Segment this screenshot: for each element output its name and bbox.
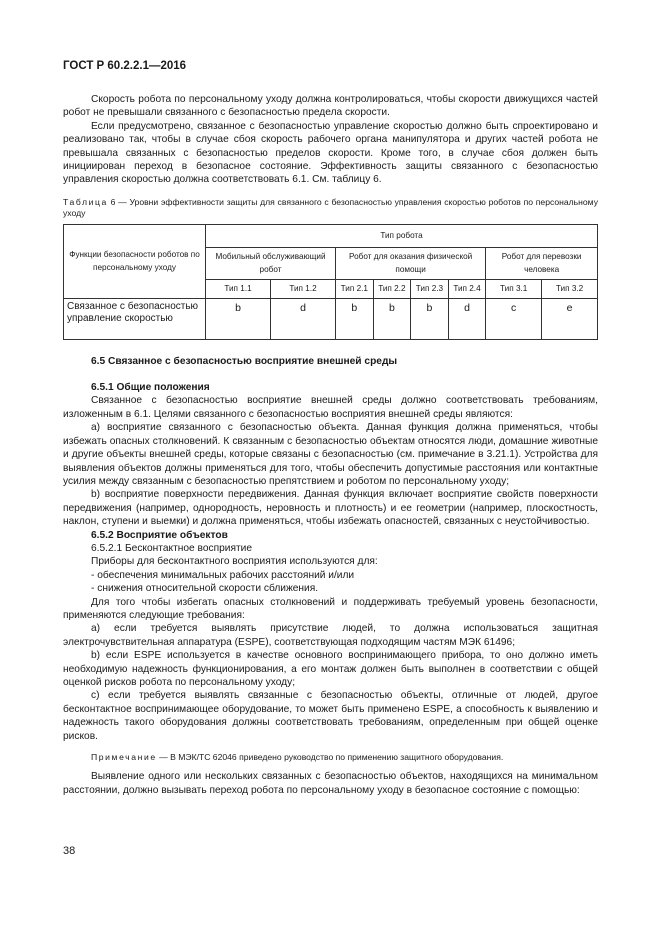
table-cell-value: b — [336, 298, 374, 339]
table-type-header: Тип 2.4 — [448, 279, 486, 298]
measures-intro: Для того чтобы избегать опасных столкновений и поддерживать требуемый уровень безопасности, применяются следующие требования: — [63, 596, 598, 621]
table-caption — [63, 197, 598, 220]
bullet-item: - снижения относительной скорости сближения. — [91, 583, 319, 595]
table-cell-value: c — [486, 298, 542, 339]
table-cell-value: b — [373, 298, 411, 339]
table-cell-value: d — [448, 298, 486, 339]
note — [63, 751, 598, 764]
table-cell-value: b — [411, 298, 449, 339]
table-6 — [63, 224, 598, 340]
table-caption-text: 6 — Уровни эффективности защиты для связанного с безопасностью управления скоростью роботов по персональному уходу — [63, 196, 598, 219]
requirement-a: а) если требуется выявлять присутствие людей, то должна использоваться защитная электрочувствительная аппаратура (ESPE), соответствующая подходящим частям МЭК 61496; — [63, 623, 598, 648]
table-caption-label: Таблица — [63, 196, 108, 207]
document-header: ГОСТ Р 60.2.2.1—2016 — [63, 60, 187, 72]
table-type-header: Тип 3.2 — [542, 279, 598, 298]
intro-paragraph-2: Если предусмотрено, связанное с безопасностью управление скоростью должно быть спроектировано и реализовано так, чтобы в случае сбоя скорость рабочего органа манипулятора и других частей робота не превышала связанных с безопасностью пределов скорости. Кроме того, в случае сбоя должен быть инициирован переход в безопасное состояние. Эффективность защиты связанного с безопасностью управления скоростью должна соответствовать 6.1. См. таблицу 6. — [63, 120, 598, 186]
table-type-header: Тип 2.1 — [336, 279, 374, 298]
table-type-header: Тип 2.2 — [373, 279, 411, 298]
note-label: Примечание — [91, 752, 157, 763]
table-type-header: Тип 3.1 — [486, 279, 542, 298]
section-6-5-2-1-title: 6.5.2.1 Бесконтактное восприятие — [91, 542, 253, 554]
requirement-b: b) если ESPE используется в качестве основного воспринимающего прибора, то оно должно иметь необходимую надежность функционирования, а его монтаж должен быть выполнен в соответствии с общей оценкой рисков робота по персональному уходу; — [63, 650, 598, 688]
table-group-transport: Робот для перевозки человека — [486, 247, 598, 279]
final-paragraph: Выявление одного или нескольких связанных с безопасностью объектов, находящихся на минимальном расстоянии, должно вызывать переход робота по персональному уходу в безопасное состояние с помощью: — [63, 771, 598, 796]
bullet-item: - обеспечения минимальных рабочих расстояний и/или — [91, 569, 355, 581]
table-header-robot-type: Тип робота — [206, 224, 598, 247]
page-number: 38 — [63, 845, 76, 857]
note-text: — В МЭК/ТС 62046 приведено руководство по применению защитного оборудования. — [156, 752, 504, 763]
table-group-physical-assist: Робот для оказания физической помощи — [336, 247, 486, 279]
requirement-c: с) если требуется выявлять связанные с безопасностью объекты, отличные от людей, другое бесконтактное воспринимающее оборудование, то может быть применено ESPE, а способность к выявлению и надежность такого оборудования должны соответствовать требованиям, определенным при общей оценке рисков. — [63, 690, 598, 742]
table-group-mobile: Мобильный обслуживающий робот — [206, 247, 336, 279]
devices-intro: Приборы для бесконтактного восприятия используются для: — [91, 556, 378, 568]
table-type-header: Тип 1.1 — [206, 279, 271, 298]
table-header-function: Функции безопасности роботов по персональному уходу — [64, 224, 206, 298]
section-6-5-1-paragraph: Связанное с безопасностью восприятие внешней среды должно соответствовать требованиям, изложенным в 6.1. Целями связанного с безопасностью восприятия внешней среды являются: — [63, 395, 598, 420]
section-6-5-1-title: 6.5.1 Общие положения — [91, 382, 210, 394]
table-type-header: Тип 1.2 — [271, 279, 336, 298]
table-cell-value: b — [206, 298, 271, 339]
item-b-surface-perception: b) восприятие поверхности передвижения. Данная функция включает восприятие свойств поверхности передвижения (например, однородность, неровность и плотность) и ее геометрии (например, плоскостность, наклон, ступени и выемки) и должна применяться, чтобы избежать опасностей, связанных с неустойчивостью. — [63, 489, 598, 528]
intro-paragraph-1: Скорость робота по персональному уходу должна контролироваться, чтобы скорости движущихся частей робот не превышали связанного с безопасностью предела скорости. — [63, 94, 598, 119]
table-cell-value: e — [542, 298, 598, 339]
table-row-function: Связанное с безопасностью управление скоростью — [64, 298, 206, 339]
section-6-5-title: 6.5 Связанное с безопасностью восприятие внешней среды — [91, 355, 398, 367]
table-cell-value: d — [271, 298, 336, 339]
table-type-header: Тип 2.3 — [411, 279, 449, 298]
section-6-5-2-title: 6.5.2 Восприятие объектов — [91, 529, 228, 541]
item-a-object-perception: а) восприятие связанного с безопасностью объекта. Данная функция должна применяться, чтобы избежать опасных столкновений. К связанным с безопасностью объектам относятся люди, домашние животные и другие объекты внешней среды, которые связаны с безопасностью (см. примечание в 3.21.1). Устройства для выявления объектов должны применяться для того, чтобы обеспечить допустимые расстояния или контактные усилия между связанным с безопасностью препятствием и роботом по персональному уходу; — [63, 422, 598, 487]
page-content — [63, 93, 598, 797]
